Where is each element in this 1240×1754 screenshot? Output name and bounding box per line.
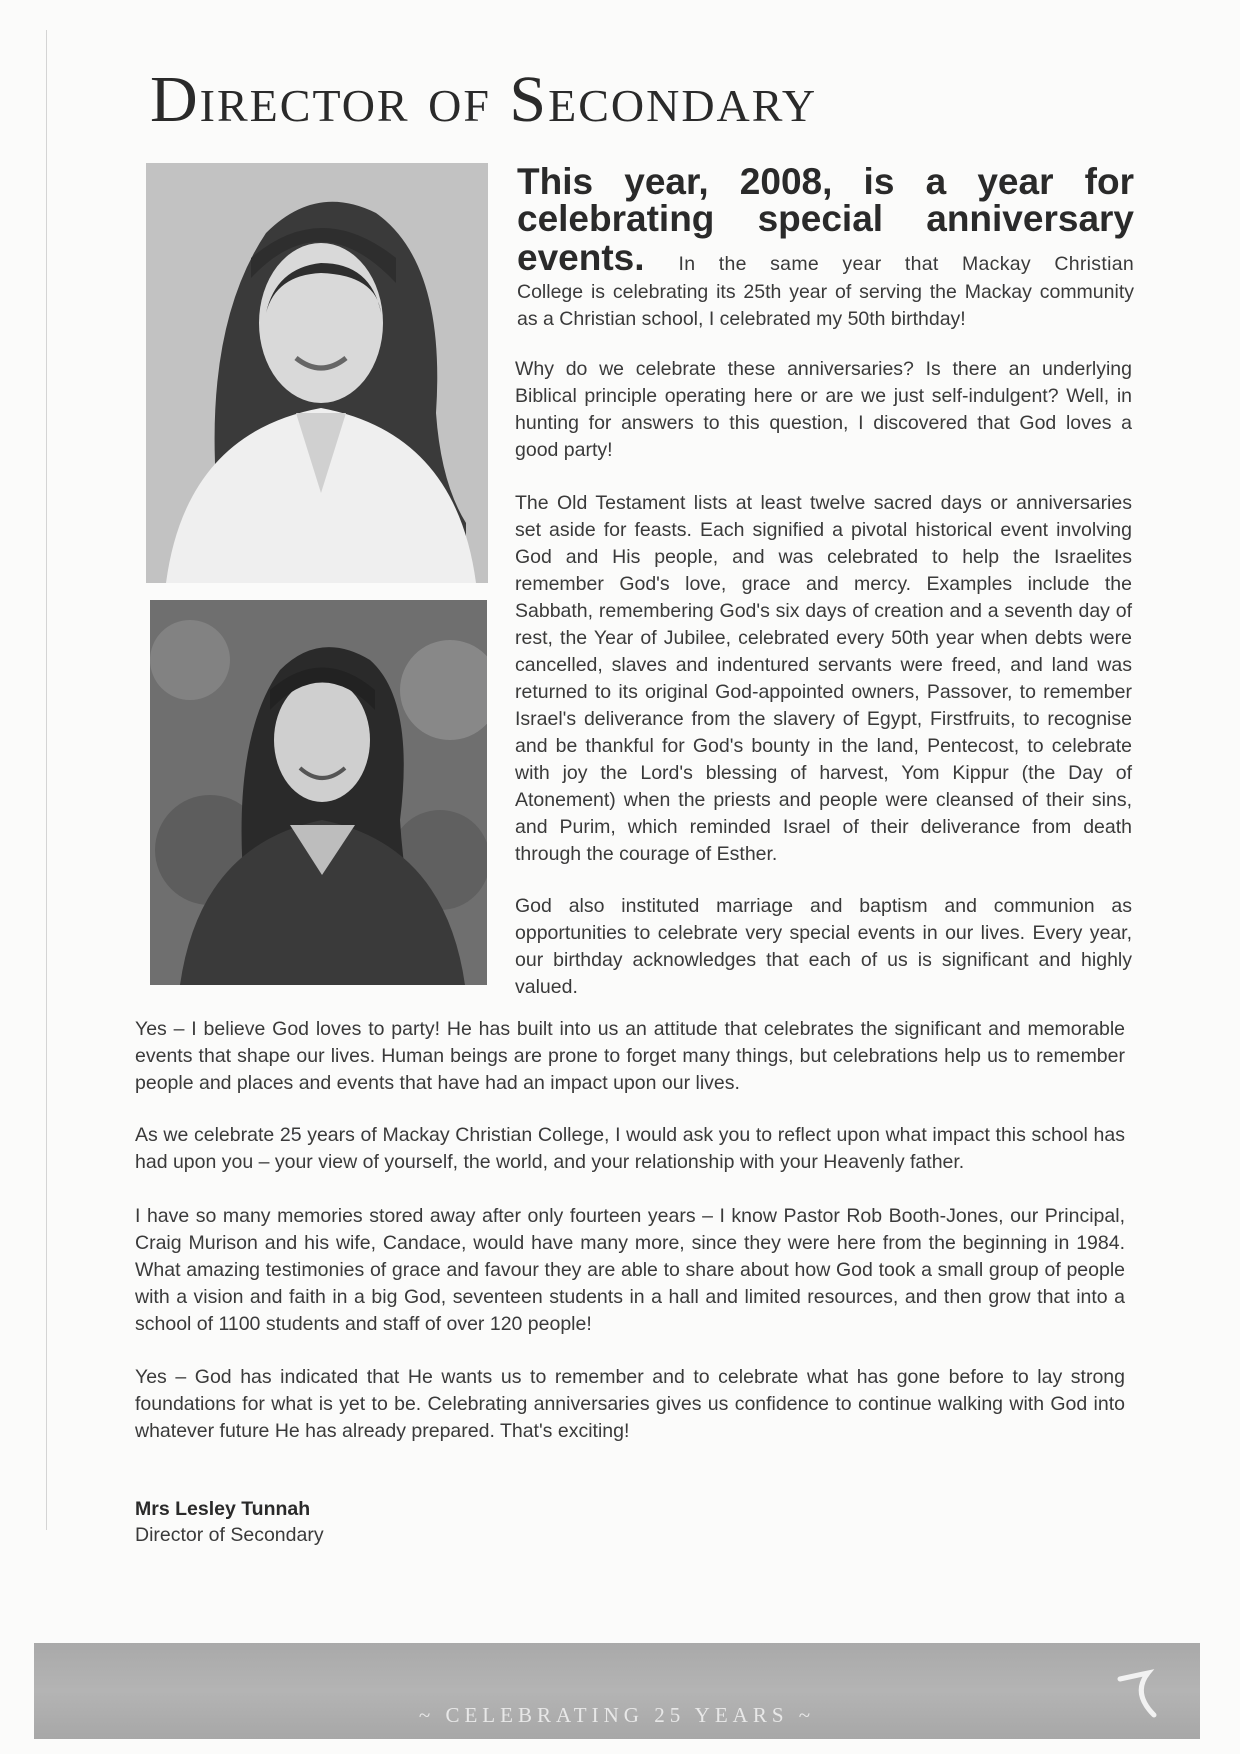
- intro-headline-line-3: events.: [517, 237, 645, 278]
- intro-paragraph: College is celebrating its 25th year of serving the Mackay community as a Christian school, I celebrated my 50th birthday!: [517, 281, 1134, 330]
- intro-block: [517, 163, 1134, 333]
- intro-headline-line-2: celebrating special anniversary: [517, 198, 1134, 239]
- footer-text: ~ CELEBRATING 25 YEARS ~: [418, 1703, 816, 1727]
- paragraph-god-loves-party: Yes – I believe God loves to party! He has built into us an attitude that celebrates the significant and memorable events that shape our lives. Human beings are prone to forget many things, but celebrations help us to remember people and places and events that have had an impact upon our lives.: [135, 1018, 1125, 1094]
- signature-role: Director of Secondary: [135, 1524, 324, 1546]
- paragraph-reflect: As we celebrate 25 years of Mackay Christian College, I would ask you to reflect upon what impact this school has had upon you – your view of yourself, the world, and your relationship with your Heavenly father.: [135, 1124, 1125, 1173]
- paragraph-old-testament: The Old Testament lists at least twelve sacred days or anniversaries set aside for feasts. Each signified a pivotal historical event involving God and His people, and was celebrated to help the Israelites remember God's love, grace and mercy. Examples include the Sabbath, remembering God's six days of creation and a seventh day of rest, the Year of Jubilee, celebrated every 50th year when debts were cancelled, slaves and indentured servants were freed, and land was returned to its original God-appointed owners, Passover, to remember Israel's deliverance from the slavery of Egypt, Firstfruits, to recognise and be thankful for God's bounty in the land, Pentecost, to celebrate with joy the Lord's blessing of harvest, Yom Kippur (the Day of Atonement) when the priests and people were cleansed of their sins, and Purim, which reminded Israel of their deliverance from death through the courage of Esther.: [515, 492, 1132, 865]
- page-title: Director of Secondary: [150, 63, 818, 136]
- page-number: [1114, 1663, 1166, 1719]
- portrait-photo-earlier: [150, 600, 487, 985]
- intro-headline-line-1: This year, 2008, is a year for: [517, 161, 1134, 202]
- footer-band: [34, 1643, 1200, 1739]
- paragraph-anniversaries: Why do we celebrate these anniversaries? Is there an underlying Biblical principle operating here or are we just self-indulgent? Well, in hunting for answers to this question, I discovered that God loves a good party!: [515, 358, 1132, 461]
- paragraph-marriage-baptism: God also instituted marriage and baptism and communion as opportunities to celebrate very special events in our lives. Every year, our birthday acknowledges that each of us is significant and highly valued.: [515, 895, 1132, 998]
- intro-inline-text: In the same year that Mackay Christian: [678, 253, 1134, 275]
- paragraph-foundations: Yes – God has indicated that He wants us to remember and to celebrate what has gone before to lay strong foundations for what is yet to be. Celebrating anniversaries gives us confidence to continue walking with God into whatever future He has already prepared. That's exciting!: [135, 1366, 1125, 1442]
- portrait-photo-recent: [146, 163, 488, 583]
- intro-first-line: [517, 237, 1134, 279]
- paragraph-memories: I have so many memories stored away after only fourteen years – I know Pastor Rob Booth-Jones, our Principal, Craig Murison and his wife, Candace, would have many more, since they were here from the beginning in 1984. What amazing testimonies of grace and favour they are able to share about how God took a small group of people with a vision and faith in a big God, seventeen students in a hall and limited resources, and then grow that into a school of 1100 students and staff of over 120 people!: [135, 1205, 1125, 1335]
- page-edge-line: [46, 30, 47, 1530]
- signature-name: Mrs Lesley Tunnah: [135, 1498, 311, 1520]
